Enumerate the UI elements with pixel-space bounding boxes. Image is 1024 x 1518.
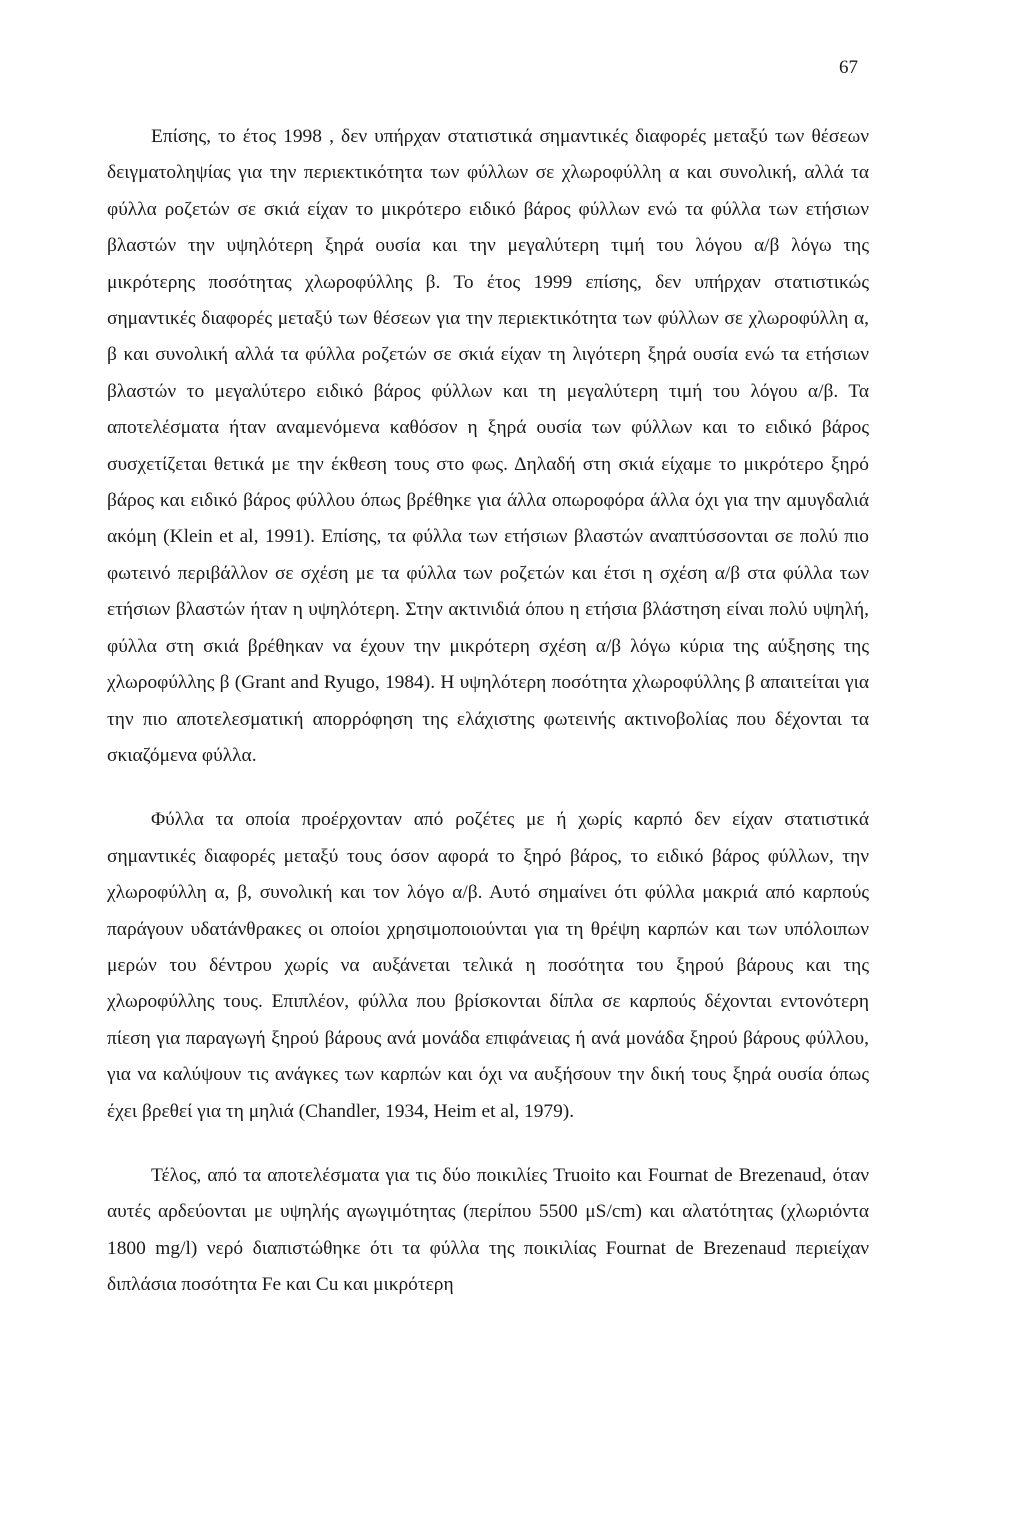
paragraph: Τέλος, από τα αποτελέσματα για τις δύο ποικιλίες Truoito και Fournat de Brezenaud, όταν αυτές αρδεύονται με υψηλής αγωγιμότητας (περίπου 5500 μS/cm) και αλατότητας (χλωριόντα 1800 mg/l) νερό διαπιστώθηκε ότι τα φύλλα της ποικιλίας Fournat de Brezenaud περιείχαν διπλάσια ποσότητα Fe και Cu και μικρότερη xyxy=(107,1164,869,1296)
paragraph: Επίσης, το έτος 1998 , δεν υπήρχαν στατιστικά σημαντικές διαφορές μεταξύ των θέσεων δειγματοληψίας για την περιεκτικότητα των φύλλων σε χλωροφύλλη α και συνολική, αλλά τα φύλλα ροζετών σε σκιά είχαν το μικρότερο ειδικό βάρος φύλλων ενώ τα φύλλα των ετήσιων βλαστών την υψηλότερη ξηρά ουσία και την μεγαλύτερη τιμή του λόγου α/β λόγω της μικρότερης ποσότητας χλωροφύλλης β. Το έτος 1999 επίσης, δεν υπήρχαν στατιστικώς σημαντικές διαφορές μεταξύ των θέσεων για την περιεκτικότητα των φύλλων σε χλωροφύλλη α, β και συνολική αλλά τα φύλλα ροζετών σε σκιά είχαν τη λιγότερη ξηρά ουσία ενώ τα ετήσιων βλαστών το μεγαλύτερο ειδικό βάρος φύλλων και τη μεγαλύτερη τιμή του λόγου α/β. Τα αποτελέσματα ήταν αναμενόμενα καθόσον η ξηρά ουσία των φύλλων και το ειδικό βάρος συσχετίζεται θετικά με την έκθεση τους στο φως. Δηλαδή στη σκιά είχαμε το μικρότερο ξηρό βάρος και ειδικό βάρος φύλλου όπως βρέθηκε για άλλα οπωροφόρα άλλα όχι για την αμυγδαλιά ακόμη (Klein et al, 1991). Επίσης, τα φύλλα των ετήσιων βλαστών αναπτύσσονται σε πολύ πιο φωτεινό περιβάλλον σε σχέση με τα φύλλα των ροζετών και έτσι η σχέση α/β στα φύλλα των ετήσιων βλαστών ήταν η υψηλότερη. Στην ακτινιδιά όπου η ετήσια βλάστηση είναι πολύ υψηλή, φύλλα στη σκιά βρέθηκαν να έχουν την μικρότερη σχέση α/β λόγω κύρια της αύξησης της χλωροφύλλης β (Grant and Ryugo, 1984). Η υψηλότερη ποσότητα χλωροφύλλης β απαιτείται για την πιο αποτελεσματική απορρόφηση της ελάχιστης φωτεινής ακτινοβολίας που δέχονται τα σκιαζόμενα φύλλα. xyxy=(107,126,869,766)
page-number: 67 xyxy=(839,57,858,78)
paragraph: Φύλλα τα οποία προέρχονταν από ροζέτες με ή χωρίς καρπό δεν είχαν στατιστικά σημαντικές διαφορές μεταξύ τους όσον αφορά το ξηρό βάρος, το ειδικό βάρος φύλλων, την χλωροφύλλη α, β, συνολική και τον λόγο α/β. Αυτό σημαίνει ότι φύλλα μακριά από καρπούς παράγουν υδατάνθρακες οι οποίοι χρησιμοποιούνται για τη θρέψη καρπών και των υπόλοιπων μερών του δέντρου χωρίς να αυξάνεται τελικά η ποσότητα του ξηρού βάρους και της χλωροφύλλης τους. Επιπλέον, φύλλα που βρίσκονται δίπλα σε καρπούς δέχονται εντονότερη πίεση για παραγωγή ξηρού βάρους ανά μονάδα επιφάνειας ή ανά μονάδα ξηρού βάρους φύλλου, για να καλύψουν τις ανάγκες των καρπών και όχι να αυξήσουν την δική τους ξηρά ουσία όπως έχει βρεθεί για τη μηλιά (Chandler, 1934, Heim et al, 1979). xyxy=(107,809,869,1122)
body-text xyxy=(107,119,869,1304)
